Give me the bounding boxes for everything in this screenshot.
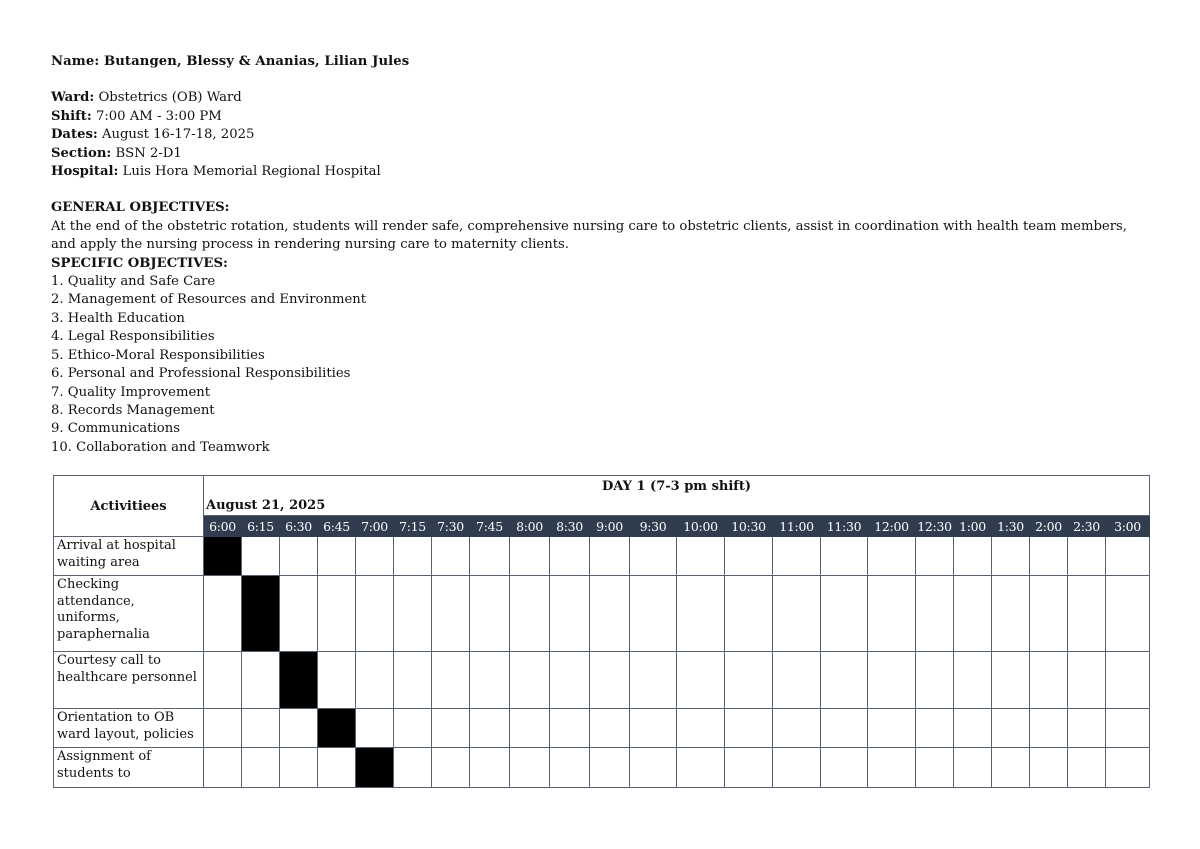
time-cell (868, 709, 916, 748)
time-cell (954, 576, 992, 652)
time-cell (868, 537, 916, 576)
time-slot-header: 2:00 (1030, 516, 1068, 537)
time-cell (432, 748, 470, 788)
time-cell (394, 709, 432, 748)
time-cell (394, 748, 432, 788)
time-slot-header: 10:00 (677, 516, 725, 537)
time-cell (470, 576, 510, 652)
section-value: BSN 2-D1 (111, 145, 182, 161)
specific-objective-item: 2. Management of Resources and Environment (51, 292, 367, 308)
time-cell (954, 537, 992, 576)
time-cell (432, 709, 470, 748)
activity-label: Arrival at hospital waiting area (54, 537, 204, 576)
time-slot-header: 9:30 (630, 516, 677, 537)
time-cell (630, 652, 677, 709)
time-cell (510, 537, 550, 576)
time-cell (1030, 709, 1068, 748)
time-cell (1068, 652, 1106, 709)
hospital-label: Hospital: (51, 164, 119, 180)
time-cell (992, 537, 1030, 576)
time-cell (204, 652, 242, 709)
time-cell (394, 652, 432, 709)
time-cell-filled (356, 748, 394, 788)
time-cell (318, 748, 356, 788)
time-cell (992, 748, 1030, 788)
time-cell (590, 537, 630, 576)
time-slot-header: 11:30 (821, 516, 868, 537)
ward-field (51, 89, 1161, 107)
specific-objective-item: 7. Quality Improvement (51, 384, 211, 400)
date-header: August 21, 2025 (204, 496, 1150, 516)
time-cell (821, 748, 868, 788)
time-slot-header: 8:00 (510, 516, 550, 537)
time-cell (773, 576, 821, 652)
specific-objective-item: 8. Records Management (51, 402, 215, 418)
time-slot-header: 2:30 (1068, 516, 1106, 537)
time-cell (1030, 748, 1068, 788)
time-cell (550, 576, 590, 652)
time-cell (1030, 537, 1068, 576)
time-cell (242, 652, 280, 709)
time-cell (1068, 576, 1106, 652)
time-slot-header: 7:45 (470, 516, 510, 537)
time-cell (773, 748, 821, 788)
time-cell (630, 748, 677, 788)
specific-objective-item: 9. Communications (51, 421, 180, 437)
specific-objective-item: 4. Legal Responsibilities (51, 329, 215, 345)
schedule-row (54, 537, 1150, 576)
time-cell (916, 709, 954, 748)
time-cell (677, 709, 725, 748)
time-cell (318, 652, 356, 709)
hospital-value: Luis Hora Memorial Regional Hospital (118, 164, 381, 180)
time-cell (280, 537, 318, 576)
document-body (51, 53, 1161, 457)
time-cell (470, 709, 510, 748)
time-cell (510, 748, 550, 788)
time-cell (432, 576, 470, 652)
time-cell (1106, 709, 1150, 748)
time-cell (204, 709, 242, 748)
time-cell (773, 709, 821, 748)
time-slot-header: 1:00 (954, 516, 992, 537)
schedule-row (54, 709, 1150, 748)
time-cell (590, 748, 630, 788)
schedule-row (54, 748, 1150, 788)
time-cell (677, 652, 725, 709)
time-cell (510, 652, 550, 709)
general-objectives-text: At the end of the obstetric rotation, students will render safe, comprehensive nursing care to obstetric clients, assist in coordination with health team members, and apply the nursing process in rendering nursing care to maternity clients. (51, 218, 1127, 253)
schedule-row (54, 652, 1150, 709)
time-cell (550, 748, 590, 788)
time-cell (821, 709, 868, 748)
day-header-row (54, 476, 1150, 497)
time-cell (318, 537, 356, 576)
time-cell (725, 537, 773, 576)
day-header: DAY 1 (7-3 pm shift) (204, 476, 1150, 497)
specific-objectives-heading: SPECIFIC OBJECTIVES: (51, 255, 228, 271)
time-cell (242, 537, 280, 576)
time-cell-filled (280, 652, 318, 709)
time-cell (394, 576, 432, 652)
time-cell (1068, 748, 1106, 788)
specific-objective-item: 6. Personal and Professional Responsibilities (51, 366, 351, 382)
time-cell (868, 576, 916, 652)
time-cell (992, 576, 1030, 652)
dates-label: Dates: (51, 127, 98, 143)
time-cell (432, 652, 470, 709)
time-slot-header: 12:00 (868, 516, 916, 537)
student-names: Name: Butangen, Blessy & Ananias, Lilian Jules (51, 54, 410, 69)
time-cell (992, 709, 1030, 748)
ward-label: Ward: (51, 90, 95, 106)
specific-objectives-list (51, 273, 1161, 457)
time-cell (1068, 709, 1106, 748)
time-header-row (54, 516, 1150, 537)
specific-objective-item: 3. Health Education (51, 310, 185, 326)
hospital-field (51, 163, 1161, 181)
time-cell (1106, 537, 1150, 576)
time-cell (356, 652, 394, 709)
time-slot-header: 7:00 (356, 516, 394, 537)
time-cell (821, 576, 868, 652)
specific-objective-item: 10. Collaboration and Teamwork (51, 439, 270, 455)
dates-value: August 16-17-18, 2025 (97, 127, 255, 143)
time-cell (1106, 748, 1150, 788)
time-cell (280, 709, 318, 748)
time-cell (510, 576, 550, 652)
time-cell (954, 709, 992, 748)
time-cell (204, 748, 242, 788)
time-slot-header: 12:30 (916, 516, 954, 537)
time-slot-header: 3:00 (1106, 516, 1150, 537)
time-cell (725, 748, 773, 788)
section-field (51, 145, 1161, 163)
time-cell (916, 748, 954, 788)
time-cell (356, 537, 394, 576)
time-cell (821, 537, 868, 576)
time-slot-header: 6:00 (204, 516, 242, 537)
time-slot-header: 9:00 (590, 516, 630, 537)
time-slot-header: 8:30 (550, 516, 590, 537)
time-cell (992, 652, 1030, 709)
dates-field (51, 126, 1161, 144)
time-slot-header: 7:30 (432, 516, 470, 537)
time-slot-header: 10:30 (725, 516, 773, 537)
time-cell (470, 748, 510, 788)
time-cell (868, 748, 916, 788)
activities-header: Activitiees (54, 476, 204, 537)
time-cell (954, 652, 992, 709)
time-cell (1030, 652, 1068, 709)
time-cell (773, 537, 821, 576)
time-cell-filled (204, 537, 242, 576)
time-cell (773, 652, 821, 709)
time-cell-filled (242, 576, 280, 652)
time-cell (510, 709, 550, 748)
specific-objective-item: 1. Quality and Safe Care (51, 274, 216, 290)
time-cell (916, 652, 954, 709)
time-cell (470, 652, 510, 709)
time-cell (280, 576, 318, 652)
time-cell (590, 576, 630, 652)
time-cell (280, 748, 318, 788)
time-slot-header: 6:30 (280, 516, 318, 537)
time-cell (821, 652, 868, 709)
section-label: Section: (51, 145, 112, 161)
time-slot-header: 1:30 (992, 516, 1030, 537)
time-cell (954, 748, 992, 788)
time-slot-header: 6:45 (318, 516, 356, 537)
schedule-table (53, 475, 1150, 788)
time-cell (550, 652, 590, 709)
ward-value: Obstetrics (OB) Ward (94, 90, 242, 106)
time-cell (630, 576, 677, 652)
time-cell (590, 709, 630, 748)
date-header-row (54, 496, 1150, 516)
time-cell (916, 537, 954, 576)
time-slot-header: 7:15 (394, 516, 432, 537)
time-cell (1106, 652, 1150, 709)
shift-value: 7:00 AM - 3:00 PM (91, 108, 222, 124)
time-cell (470, 537, 510, 576)
time-cell (1106, 576, 1150, 652)
time-cell (725, 709, 773, 748)
activity-label: Courtesy call to healthcare personnel (54, 652, 204, 709)
time-cell (318, 576, 356, 652)
time-cell (677, 576, 725, 652)
schedule-row (54, 576, 1150, 652)
shift-field (51, 108, 1161, 126)
time-cell (242, 709, 280, 748)
time-cell (204, 576, 242, 652)
specific-objective-item: 5. Ethico-Moral Responsibilities (51, 347, 265, 363)
time-slot-header: 6:15 (242, 516, 280, 537)
activity-label: Assignment of students to (54, 748, 204, 788)
time-cell (1068, 537, 1106, 576)
time-cell-filled (318, 709, 356, 748)
time-cell (356, 576, 394, 652)
time-cell (432, 537, 470, 576)
time-cell (630, 709, 677, 748)
time-cell (868, 652, 916, 709)
time-slot-header: 11:00 (773, 516, 821, 537)
time-cell (394, 537, 432, 576)
time-cell (1030, 576, 1068, 652)
time-cell (725, 576, 773, 652)
time-cell (550, 537, 590, 576)
time-cell (630, 537, 677, 576)
time-cell (677, 748, 725, 788)
time-cell (725, 652, 773, 709)
activity-label: Orientation to OB ward layout, policies (54, 709, 204, 748)
time-cell (677, 537, 725, 576)
time-cell (242, 748, 280, 788)
time-cell (590, 652, 630, 709)
general-objectives-heading: GENERAL OBJECTIVES: (51, 200, 230, 216)
time-cell (550, 709, 590, 748)
info-fields (51, 89, 1161, 181)
shift-label: Shift: (51, 108, 92, 124)
time-cell (356, 709, 394, 748)
time-cell (916, 576, 954, 652)
activity-label: Checking attendance, uniforms, paraphernalia (54, 576, 204, 652)
